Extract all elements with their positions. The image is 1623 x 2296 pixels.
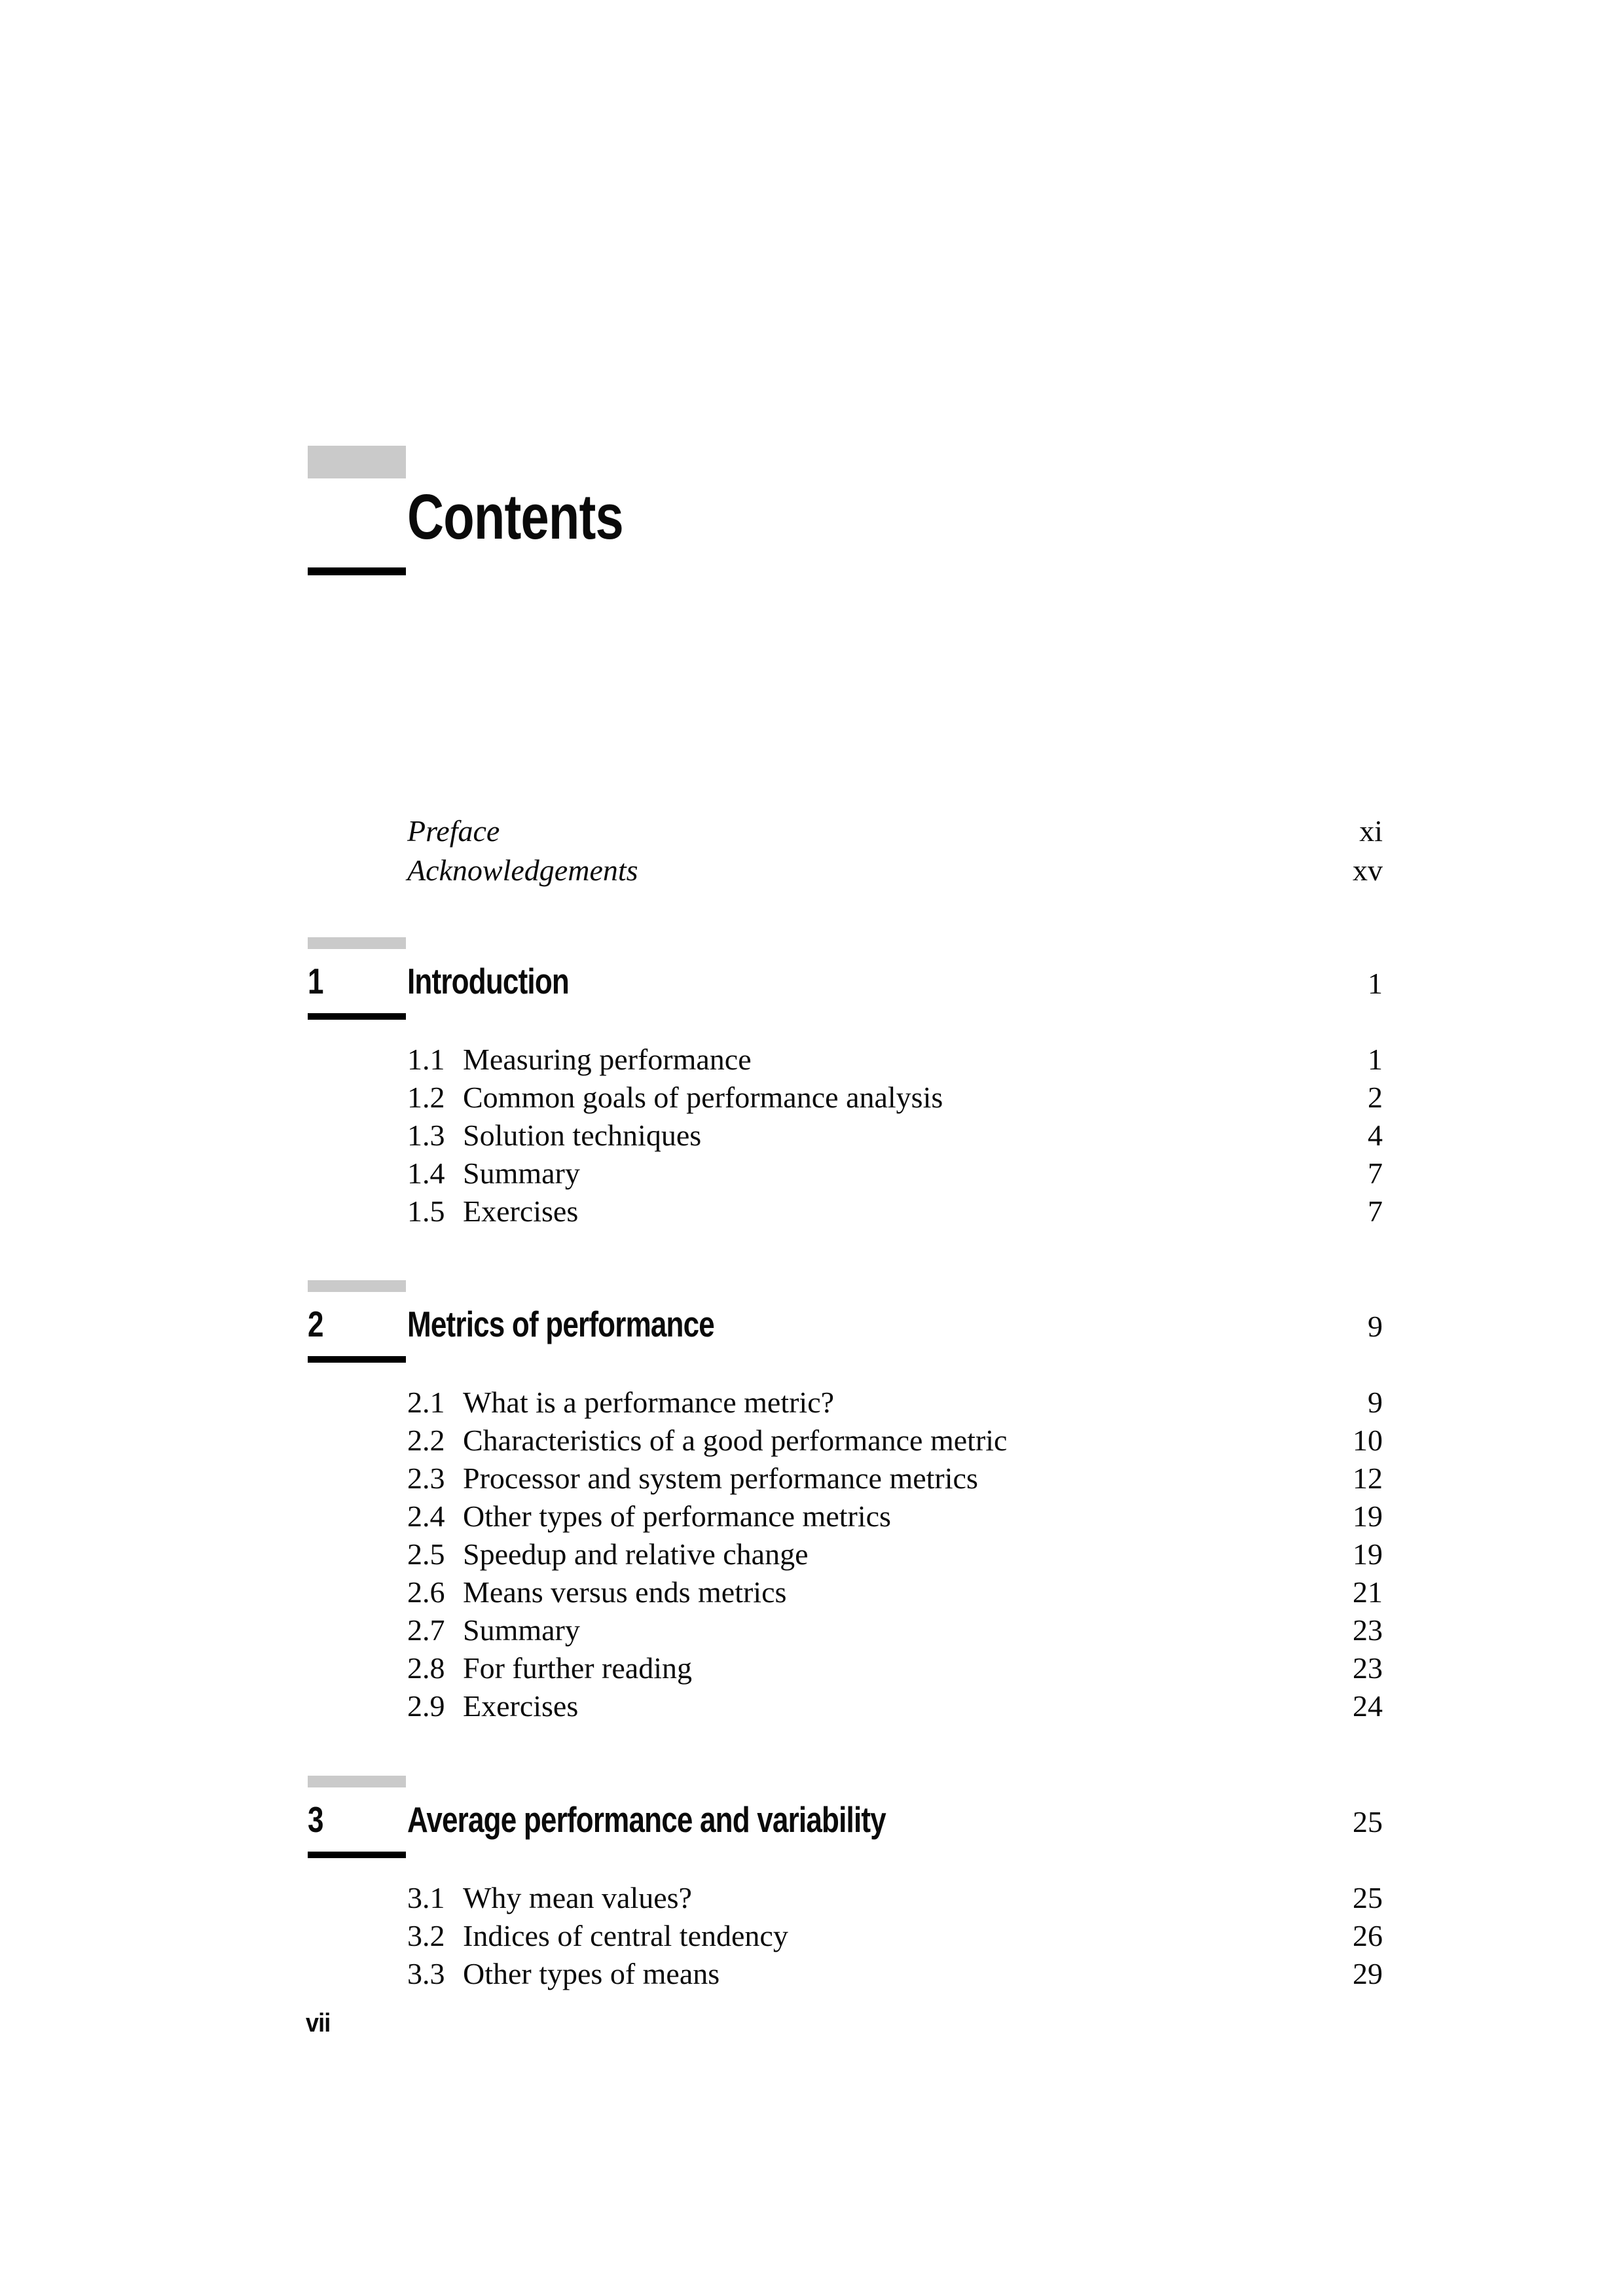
section-title: Common goals of performance analysis	[463, 1081, 943, 1114]
section-title: Exercises	[463, 1194, 579, 1228]
section-page-number: 21	[1353, 1575, 1383, 1609]
section-title: Other types of performance metrics	[463, 1499, 891, 1533]
front-matter-page-number: xv	[1353, 853, 1383, 887]
page-title: Contents	[407, 481, 623, 552]
section-number: 2.3	[407, 1462, 445, 1495]
title-rule	[308, 567, 406, 575]
section-page-number: 23	[1353, 1651, 1383, 1685]
section-page-number: 10	[1353, 1424, 1383, 1457]
section-title: Indices of central tendency	[463, 1919, 788, 1952]
chapter-rule	[308, 1852, 406, 1858]
chapter-heading	[308, 963, 1383, 999]
toc-entry	[407, 1498, 1383, 1535]
toc-entry	[407, 1879, 1383, 1917]
section-title: Why mean values?	[463, 1881, 692, 1914]
chapter-lead-block	[308, 937, 406, 949]
section-page-number: 26	[1353, 1919, 1383, 1952]
toc-entry	[407, 1117, 1383, 1155]
toc-entry	[407, 1155, 1383, 1193]
section-page-number: 19	[1353, 1537, 1383, 1571]
section-title: Speedup and relative change	[463, 1537, 809, 1571]
section-title: What is a performance metric?	[463, 1386, 835, 1419]
chapter-lead-block	[308, 1280, 406, 1292]
section-page-number: 23	[1353, 1613, 1383, 1647]
front-matter-label: Preface	[407, 814, 500, 848]
section-number: 1.3	[407, 1119, 445, 1152]
section-page-number: 2	[1368, 1081, 1383, 1114]
chapter-page-number: 25	[1353, 1805, 1383, 1839]
chapter-rule	[308, 1356, 406, 1363]
section-number: 2.2	[407, 1424, 445, 1457]
chapter-heading	[308, 1799, 1383, 1840]
section-page-number: 7	[1368, 1157, 1383, 1190]
section-list	[407, 1041, 1383, 1230]
toc-entry	[407, 1535, 1383, 1573]
section-title: Exercises	[463, 1689, 579, 1723]
section-page-number: 19	[1353, 1499, 1383, 1533]
chapter-number: 2	[308, 1304, 323, 1344]
chapter-rule	[308, 1013, 406, 1020]
chapter-title: Introduction	[407, 961, 570, 1001]
toc-entry	[407, 1687, 1383, 1725]
section-page-number: 9	[1368, 1386, 1383, 1419]
section-number: 3.2	[407, 1919, 445, 1952]
section-number: 1.2	[407, 1081, 445, 1114]
chapter-title: Average performance and variability	[407, 1799, 886, 1840]
section-title: For further reading	[463, 1651, 692, 1685]
chapter-title: Metrics of performance	[407, 1304, 714, 1344]
toc-entry	[407, 1422, 1383, 1460]
section-list	[407, 1879, 1383, 1993]
front-matter-row	[407, 851, 1383, 890]
section-number: 2.1	[407, 1386, 445, 1419]
section-title: Summary	[463, 1157, 580, 1190]
section-number: 2.7	[407, 1613, 445, 1647]
chapter-lead-block	[308, 1776, 406, 1787]
chapter-page-number: 1	[1368, 967, 1383, 1000]
section-title: Solution techniques	[463, 1119, 702, 1152]
section-title: Measuring performance	[463, 1043, 752, 1076]
front-matter-page-number: xi	[1359, 814, 1383, 848]
section-number: 1.1	[407, 1043, 445, 1076]
section-page-number: 24	[1353, 1689, 1383, 1723]
section-number: 3.1	[407, 1881, 445, 1914]
chapter-page-number: 9	[1368, 1310, 1383, 1343]
section-page-number: 7	[1368, 1194, 1383, 1228]
section-title: Means versus ends metrics	[463, 1575, 787, 1609]
section-number: 3.3	[407, 1957, 445, 1990]
section-page-number: 25	[1353, 1881, 1383, 1914]
toc-entry	[407, 1193, 1383, 1230]
front-matter-row	[407, 812, 1383, 851]
front-matter-list	[407, 812, 1383, 890]
toc-entry	[407, 1611, 1383, 1649]
toc-entry	[407, 1573, 1383, 1611]
section-page-number: 4	[1368, 1119, 1383, 1152]
section-number: 1.5	[407, 1194, 445, 1228]
title-lead-block	[308, 446, 406, 478]
front-matter-label: Acknowledgements	[407, 853, 638, 887]
section-page-number: 29	[1353, 1957, 1383, 1990]
section-list	[407, 1384, 1383, 1725]
section-page-number: 1	[1368, 1043, 1383, 1076]
toc-entry	[407, 1079, 1383, 1117]
section-number: 2.5	[407, 1537, 445, 1571]
section-number: 1.4	[407, 1157, 445, 1190]
section-number: 2.8	[407, 1651, 445, 1685]
section-title: Summary	[463, 1613, 580, 1647]
section-page-number: 12	[1353, 1462, 1383, 1495]
toc-entry	[407, 1955, 1383, 1993]
section-number: 2.9	[407, 1689, 445, 1723]
chapter-number: 3	[308, 1799, 323, 1840]
chapter-number: 1	[308, 961, 323, 1001]
toc-entry	[407, 1917, 1383, 1955]
chapter-heading	[308, 1306, 1383, 1342]
section-title: Processor and system performance metrics	[463, 1462, 978, 1495]
section-title: Other types of means	[463, 1957, 720, 1990]
toc-entry	[407, 1041, 1383, 1079]
folio: vii	[306, 2009, 331, 2037]
section-number: 2.6	[407, 1575, 445, 1609]
toc-entry	[407, 1649, 1383, 1687]
toc-entry	[407, 1384, 1383, 1422]
toc-entry	[407, 1460, 1383, 1498]
section-title: Characteristics of a good performance metric	[463, 1424, 1008, 1457]
section-number: 2.4	[407, 1499, 445, 1533]
